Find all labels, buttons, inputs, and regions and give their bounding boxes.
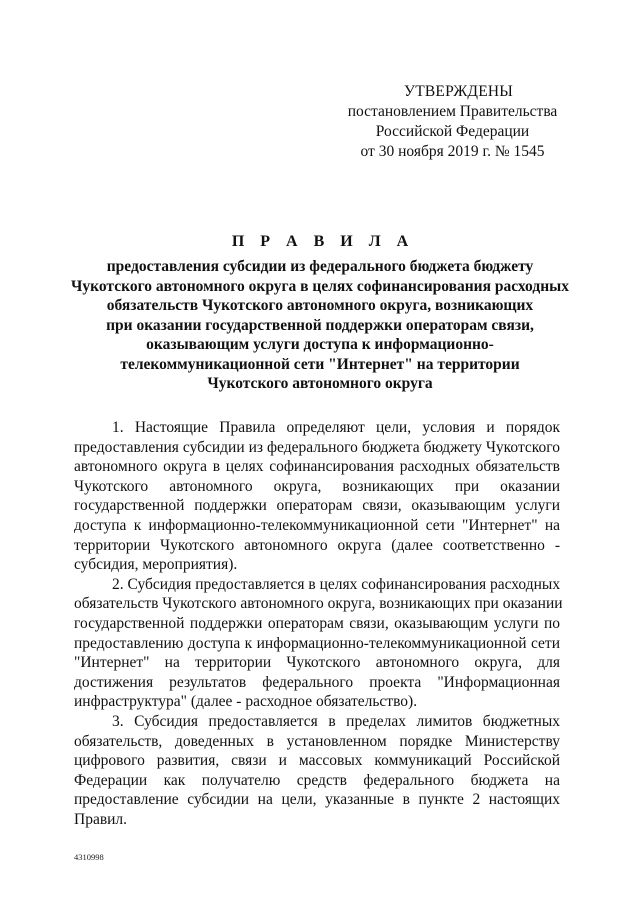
paragraph-line: достижения результатов федерального проекта "Информационная	[74, 673, 560, 691]
paragraph-line: государственной поддержки операторам связи, оказывающим услуги по	[74, 614, 560, 632]
subtitle-line: обязательств Чукотского автономного округа, возникающих	[106, 297, 534, 314]
subtitle-line: предоставления субсидии из федерального бюджета бюджету	[106, 258, 534, 275]
rules-title: П Р А В И Л А	[231, 233, 415, 250]
paragraph-line: автономного округа в целях софинансирования расходных обязательств	[74, 458, 560, 476]
approval-line-3: от 30 ноября 2019 г. № 1545	[360, 143, 545, 160]
paragraph-line: субсидия, мероприятия).	[74, 556, 238, 574]
paragraph-line: 3. Субсидия предоставляется в пределах лимитов бюджетных	[112, 712, 560, 730]
document-body	[74, 418, 563, 829]
paragraph-line: цифрового развития, связи и массовых коммуникаций Российской	[74, 752, 560, 770]
paragraph-line: "Интернет" на территории Чукотского автономного округа, для	[74, 654, 560, 672]
approval-block	[345, 82, 560, 162]
approval-line-2: Российской Федерации	[375, 123, 530, 140]
rules-subtitle	[60, 257, 580, 394]
paragraph-line: 1. Настоящие Правила определяют цели, условия и порядок	[112, 419, 560, 436]
subtitle-line: Чукотского автономного округа	[207, 375, 433, 392]
subtitle-line: Чукотского автономного округа в целях софинансирования расходных	[71, 277, 569, 295]
paragraph-3	[74, 712, 560, 830]
subtitle-line: при оказании государственной поддержки операторам связи,	[106, 316, 534, 334]
paragraph-line: предоставление субсидии на цели, указанные в пункте 2 настоящих	[74, 791, 560, 809]
document-code: 4310998	[74, 852, 104, 862]
paragraph-line: Федерации как получателю средств федерального бюджета на	[74, 771, 560, 789]
approval-title: УТВЕРЖДЕНЫ	[404, 83, 513, 100]
paragraph-line: предоставлению доступа к информационно-телекоммуникационной сети	[74, 634, 560, 652]
paragraph-line: обязательств Чукотского автономного округа, возникающих при оказании	[74, 595, 563, 613]
paragraph-line: государственной поддержки операторам связи, оказывающим услуги	[74, 497, 560, 515]
paragraph-2	[74, 575, 563, 712]
subtitle-line: оказывающим услуги доступа к информационно-	[146, 336, 494, 353]
paragraph-line: Чукотского автономного округа, возникающих при оказании	[74, 477, 560, 495]
paragraph-line: обязательств, доведенных в установленном порядке Министерству	[74, 732, 560, 750]
paragraph-1	[74, 418, 560, 575]
paragraph-line: доступа к информационно-телекоммуникационной сети "Интернет" на	[74, 516, 560, 534]
approval-line-1: постановлением Правительства	[347, 103, 558, 120]
paragraph-line: 2. Субсидия предоставляется в целях софинансирования расходных	[112, 575, 561, 593]
paragraph-line: территории Чукотского автономного округа (далее соответственно -	[74, 536, 560, 554]
subtitle-line: телекоммуникационной сети "Интернет" на территории	[120, 355, 520, 373]
paragraph-line: Правил.	[74, 810, 128, 828]
paragraph-line: предоставления субсидии из федерального бюджета бюджету Чукотского	[74, 438, 560, 456]
paragraph-line: инфраструктура" (далее - расходное обязательство).	[74, 693, 418, 711]
